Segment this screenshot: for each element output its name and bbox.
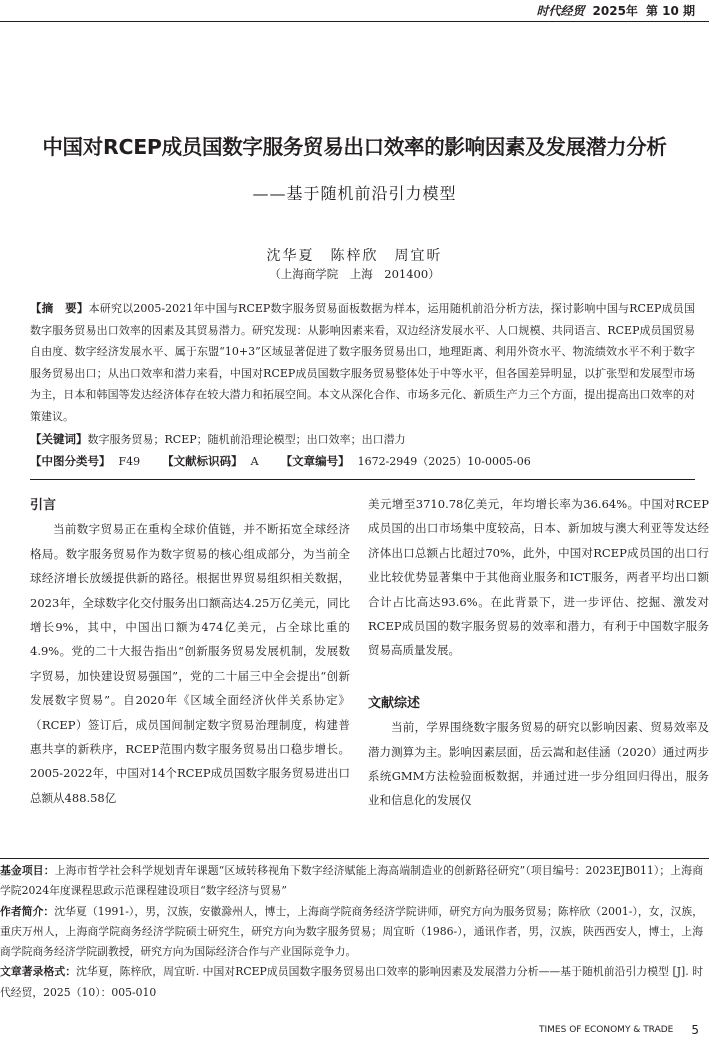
journal-english-name: TIMES OF ECONOMY & TRADE [539,1025,674,1035]
intro-paragraph: 当前数字贸易正在重构全球价值链，并不断拓宽全球经济格局。数字服务贸易作为数字贸易的核心组成部分，为当前全球经济增长放缓提供新的路径。根据世界贸易组织相关数据，2023年，全球数字化交付服务出口额高达4.25万亿美元，同比增长9%，其中，中国出口额为474亿美元，占全球比重的4.9%。党的二十大报告指出“创新服务贸易发展机制，发展数字贸易，加快建设贸易强国”，党的二十届三中全会提出“创新发展数字贸易”。自2020年《区域全面经济伙伴关系协定》（RCEP）签订后，成员国间制定数字贸易治理制度，构建普惠共享的新秩序，RCEP范围内数字服务贸易出口稳步增长。2005-2022年，中国对14个RCEP成员国数字服务贸易进出口总额从488.58亿 [30,522,350,805]
abstract [30,298,695,427]
abstract-text: 本研究以2005-2021年中国与RCEP数字服务贸易面板数据为样本，运用随机前沿分析方法，探讨影响中国与RCEP成员国数字服务贸易出口效率的因素及其贸易潜力。研究发现：从影响因素来看，双边经济发展水平、人口规模、共同语言、RCEP成员国贸易自由度、数字经济发展水平、属于东盟“10+3”区域显著促进了数字服务贸易出口，地理距离、利用外资水平、物流绩效水平不利于数字服务贸易出口；从出口效率和潜力来看，中国对RCEP成员国数字服务贸易整体处于中等水平，但各国差异明显，以扩张型和发展型市场为主，日本和韩国等发达经济体存在较大潜力和拓展空间。本文从深化合作、市场多元化、新质生产力三个方面，提出提高出口效率的对策建议。 [30,302,696,423]
intro-paragraph-continued: 美元增至3710.78亿美元，年均增长率为36.64%。中国对RCEP成员国的出口市场集中度较高，日本、新加坡与澳大利亚等发达经济体出口总额占比超过70%，此外，中国对RCEP成员国的出口行业比较优势显著集中于其他商业服务和ICT服务，两者平均出口额合计占比高达93.6%。在此背景下，进一步评估、挖掘、激发对RCEP成员国的数字服务贸易的效率和潜力，有利于中国数字服务贸易高质量发展。 [368,497,709,658]
keywords [30,431,695,447]
review-paragraph: 当前，学界围绕数字服务贸易的研究以影响因素、贸易效率及潜力测算为主。影响因素层面，岳云嵩和赵佳涵（2020）通过两步系统GMM方法检验面板数据，并通过进一步分组回归得出，服务业和信息化的发展仅 [368,720,709,808]
footnotes [0,861,703,1003]
citation-note [0,962,703,1003]
author-list: 沈华夏 陈梓欣 周宜昕 [266,248,443,264]
intro-heading: 引言 [30,498,57,513]
abstract-label: 【摘 要】 [30,301,89,315]
journal-name: 时代经贸 [536,3,585,18]
fund-note [0,861,703,902]
running-header [537,0,695,20]
affiliation: （上海商学院 上海 201400） [269,267,440,281]
left-column [30,493,350,810]
author-bio-text: 沈华夏（1991-），男，汉族，安徽滁州人，博士，上海商学院商务经济学院讲师，研究方向为服务贸易；陈梓欣（2001-），女，汉族，重庆万州人，上海商学院商务经济学院硕士研究生，研究方向为数字服务贸易；周宜昕（1986-），通讯作者，男，汉族，陕西西安人，博士，上海商学院商务经济学院副教授，研究方向为国际经济合作与产业国际竞争力。 [0,904,703,959]
right-column [368,492,709,813]
article-id-value: 1672-2949（2025）10-0005-06 [357,455,531,468]
author-bio-label: 作者简介： [0,904,55,918]
citation-text: 沈华夏，陈梓欣，周宜昕. 中国对RCEP成员国数字服务贸易出口效率的影响因素及发展潜力分析——基于随机前沿引力模型 [J]. 时代经贸，2025（10）：005-010 [0,965,704,999]
fund-label: 基金项目： [0,864,55,877]
issue-number: 第 10 期 [645,3,695,18]
page-number: 5 [691,1023,699,1037]
review-heading: 文献综述 [368,695,421,711]
article-subtitle: ——基于随机前沿引力模型 [252,184,457,203]
abstract-divider [30,479,695,480]
article-title: 中国对RCEP成员国数字服务贸易出口效率的影响因素及发展潜力分析 [42,135,667,159]
article-id-label: 【文章编号】 [280,454,350,468]
classification-row [30,453,695,469]
clc-label: 【中图分类号】 [30,454,111,468]
citation-label: 文章著录格式： [0,965,77,979]
clc-value: F49 [118,455,141,468]
header-rule [0,21,709,22]
doc-code-label: 【文献标识码】 [162,454,243,468]
issue-year: 2025年 [592,3,638,18]
page-footer [539,1023,699,1037]
fund-text: 上海市哲学社会科学规划青年课题“区域转移视角下数字经济赋能上海高端制造业的创新路径研究”（项目编号：2023EJB011）；上海商学院2024年度课程思政示范课程建设项目“数字经济与贸易” [0,864,704,898]
keywords-label: 【关键词】 [30,432,88,446]
doc-code-value: A [250,455,259,468]
author-note [0,902,703,963]
keywords-text: 数字服务贸易；RCEP；随机前沿理论模型；出口效率；出口潜力 [87,433,406,446]
footnote-rule [0,858,709,859]
